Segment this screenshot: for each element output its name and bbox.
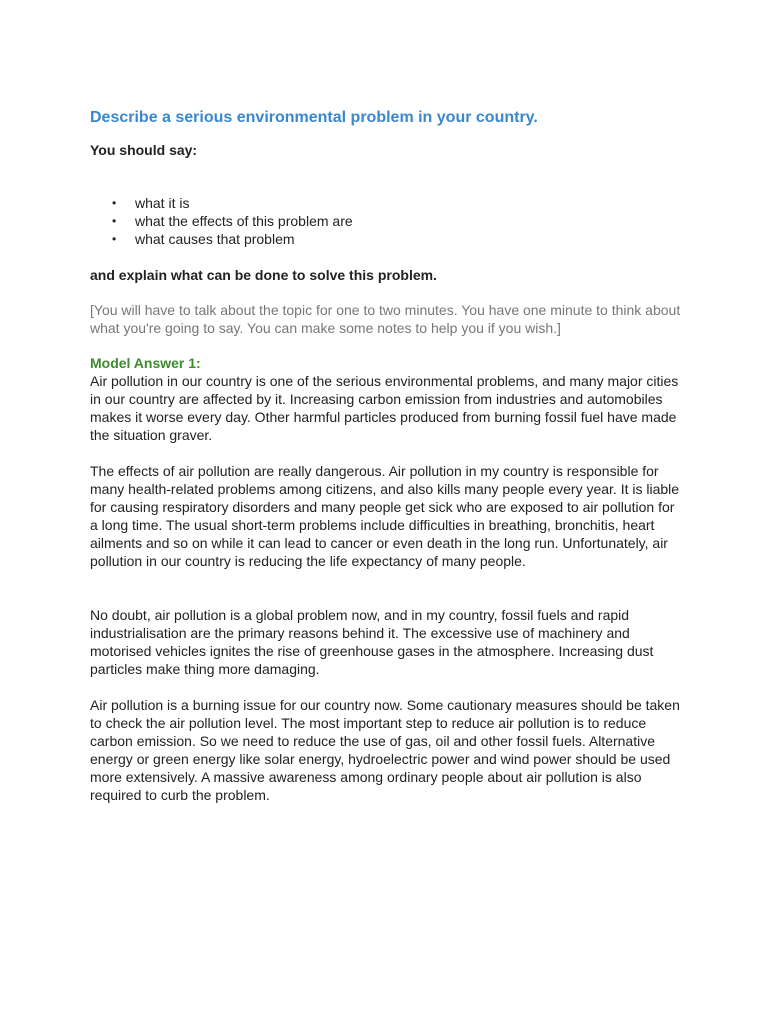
answer-paragraph-3: No doubt, air pollution is a global problem now, and in my country, fossil fuels and rapid industrialisation are the primary reasons behind it. The excessive use of machinery and motorised vehicles ignites the rise of greenhouse gases in the atmosphere. Increasing dust particles make thing more damaging.	[90, 607, 654, 677]
list-item-text: what the effects of this problem are	[135, 213, 353, 229]
bullet-icon: •	[112, 232, 117, 246]
document-page	[90, 106, 690, 804]
model-answer-heading: Model Answer 1:	[90, 355, 201, 371]
list-item	[90, 230, 690, 248]
answer-paragraph-4: Air pollution is a burning issue for our country now. Some cautionary measures should be taken to check the air pollution level. The most important step to reduce air pollution is to reduce carbon emission. So we need to reduce the use of gas, oil and other fossil fuels. Alternative energy or green energy like solar energy, hydroelectric power and wind power should be used more extensively. A massive awareness among ordinary people about air pollution is also required to curb the problem.	[90, 697, 680, 803]
bullet-icon: •	[112, 196, 117, 210]
list-item	[90, 194, 690, 212]
bullet-icon: •	[112, 214, 117, 228]
answer-paragraph-2: The effects of air pollution are really dangerous. Air pollution in my country is responsible for many health-related problems among citizens, and also kills many people every year. It is liable for causing respiratory disorders and many people get sick who are exposed to air pollution for a long time. The usual short-term problems include difficulties in breathing, bronchitis, heart ailments and so on while it can lead to cancer or even death in the long run. Unfortunately, air pollution in our country is reducing the life expectancy of many people.	[90, 463, 680, 569]
should-say-label: You should say:	[90, 142, 198, 158]
explain-prompt: and explain what can be done to solve this problem.	[90, 267, 437, 283]
list-item-text: what it is	[135, 195, 190, 211]
page-title: Describe a serious environmental problem in your country.	[90, 109, 538, 126]
list-item-text: what causes that problem	[135, 231, 295, 247]
answer-paragraph-1: Air pollution in our country is one of the serious environmental problems, and many major cities in our country are affected by it. Increasing carbon emission from industries and automobiles makes it worse every day. Other harmful particles produced from burning fossil fuel have made the situation graver.	[90, 373, 679, 443]
instructions-text: [You will have to talk about the topic for one to two minutes. You have one minute to think about what you're going to say. You can make some notes to help you if you wish.]	[90, 302, 681, 336]
list-item	[90, 212, 690, 230]
cue-card-bullets	[90, 194, 690, 248]
